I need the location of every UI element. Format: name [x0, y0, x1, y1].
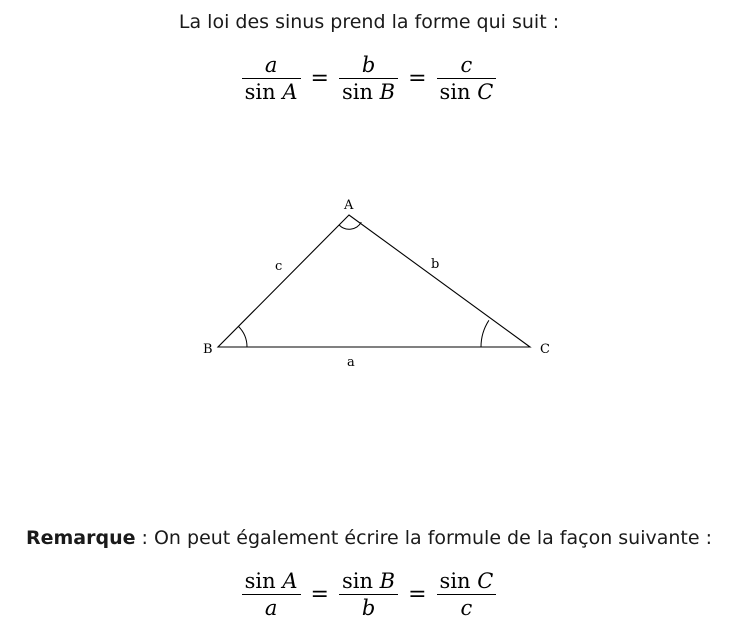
- fraction-sin-a-over-a: [242, 568, 301, 621]
- vertex-label-a: A: [344, 198, 354, 213]
- variable: a: [264, 596, 278, 620]
- variable: a: [264, 53, 278, 77]
- equals-sign: =: [310, 582, 329, 607]
- function-name: sin: [341, 569, 380, 593]
- equals-sign: =: [310, 66, 329, 91]
- variable: C: [477, 569, 494, 593]
- variable: b: [361, 53, 376, 77]
- denominator: [359, 595, 378, 621]
- vertex-label-b: B: [203, 342, 213, 357]
- remark-text: [0, 525, 738, 551]
- numerator: [242, 568, 301, 594]
- function-name: sin: [244, 569, 283, 593]
- fraction-sin-b-over-b: [339, 568, 398, 621]
- vertex-label-c: C: [540, 342, 550, 357]
- variable: A: [282, 80, 298, 104]
- denominator: [458, 595, 476, 621]
- variable: A: [282, 569, 298, 593]
- angle-arc-a: [339, 222, 361, 229]
- remark-label: Remarque: [25, 527, 136, 549]
- denominator: [262, 595, 281, 621]
- triangle-outline: [218, 215, 530, 347]
- intro-text: La loi des sinus prend la forme qui suit :: [178, 11, 560, 33]
- variable: c: [460, 53, 473, 77]
- variable: B: [379, 569, 396, 593]
- equals-sign: =: [408, 582, 427, 607]
- side-label-c: c: [275, 259, 283, 274]
- variable: c: [460, 596, 473, 620]
- equals-sign: =: [408, 66, 427, 91]
- variable: C: [477, 80, 494, 104]
- angle-arc-b: [238, 326, 247, 347]
- fraction-sin-c-over-c: [437, 568, 497, 621]
- numerator: [339, 568, 398, 594]
- function-name: sin: [341, 80, 380, 104]
- angle-arc-c: [481, 320, 489, 347]
- side-label-a: a: [347, 355, 355, 370]
- inverse-law-of-sines-formula: [0, 568, 738, 621]
- variable: b: [361, 596, 376, 620]
- numerator: [437, 568, 497, 594]
- function-name: sin: [244, 80, 283, 104]
- variable: B: [379, 80, 396, 104]
- remark-body: : On peut également écrire la formule de la façon suivante :: [135, 527, 713, 549]
- function-name: sin: [439, 569, 478, 593]
- side-label-b: b: [431, 257, 440, 272]
- function-name: sin: [439, 80, 478, 104]
